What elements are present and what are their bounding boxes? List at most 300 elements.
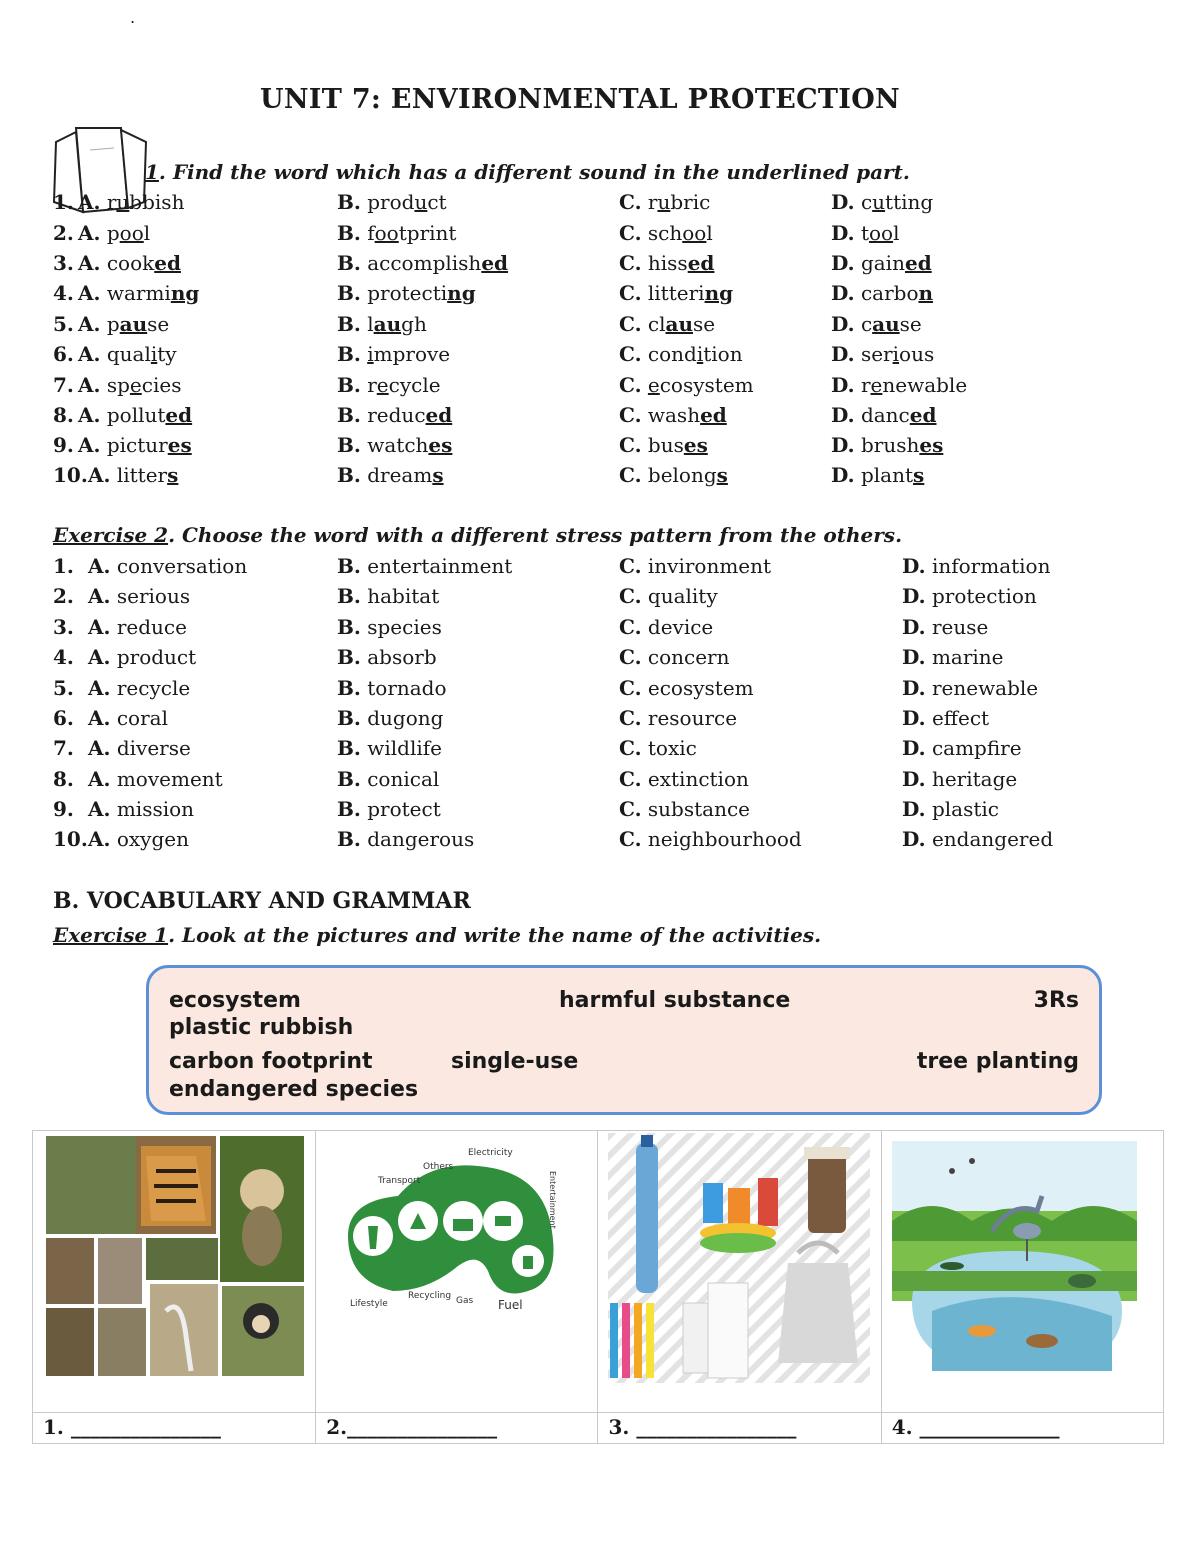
vocab-exercise-instruction: . Look at the pictures and write the name of the activities. <box>168 923 822 947</box>
option-b[interactable] <box>337 433 452 457</box>
option-d[interactable] <box>902 797 999 821</box>
underlined-part: ed <box>154 251 181 275</box>
option-letter: D. <box>902 615 926 639</box>
option-a[interactable] <box>88 827 189 851</box>
option-letter: D. <box>831 251 855 275</box>
option-a[interactable] <box>88 645 196 669</box>
option-word: invironment <box>647 554 772 578</box>
answer-blank[interactable]: 4. ______________ <box>891 1415 1060 1439</box>
question-number: 9. <box>53 797 74 821</box>
option-letter: A. <box>78 221 101 245</box>
option-b[interactable] <box>337 251 508 275</box>
option-c[interactable] <box>619 827 802 851</box>
option-letter: B. <box>337 615 361 639</box>
question-number: 3. <box>53 615 74 639</box>
underlined-part: oo <box>119 221 144 245</box>
word-part: cosystem <box>659 373 754 397</box>
option-letter: A. <box>78 251 101 275</box>
option-d[interactable] <box>831 221 900 245</box>
footprint-word: Recycling <box>408 1291 452 1301</box>
word-part: pictur <box>106 433 168 457</box>
word-part: sch <box>647 221 683 245</box>
option-b[interactable] <box>337 554 512 578</box>
option-d[interactable] <box>902 706 989 730</box>
option-b[interactable] <box>337 767 439 791</box>
underlined-part: u <box>657 190 671 214</box>
option-letter: B. <box>337 767 361 791</box>
option-b[interactable] <box>337 676 447 700</box>
option-c[interactable] <box>619 251 714 275</box>
option-letter: B. <box>337 433 361 457</box>
option-b[interactable] <box>337 190 447 214</box>
underlined-part: ed <box>700 403 727 427</box>
option-d[interactable] <box>902 676 1038 700</box>
option-letter: A. <box>88 676 111 700</box>
option-c[interactable] <box>619 767 749 791</box>
option-letter: B. <box>337 584 361 608</box>
option-a[interactable] <box>78 433 192 457</box>
option-letter: B. <box>337 251 361 275</box>
word-part: cycle <box>388 373 441 397</box>
option-letter: C. <box>619 736 642 760</box>
word-part: gain <box>860 251 905 275</box>
vocab-exercise-heading <box>53 923 821 947</box>
footprint-word: Gas <box>456 1296 474 1306</box>
question-number: 10. <box>53 463 88 487</box>
option-d[interactable] <box>831 312 922 336</box>
option-b[interactable] <box>337 403 452 427</box>
option-word: reuse <box>931 615 989 639</box>
question-number: 3. <box>53 251 74 275</box>
option-word: extinction <box>647 767 749 791</box>
option-word: information <box>931 554 1051 578</box>
word-part: belong <box>647 463 717 487</box>
option-letter: D. <box>831 403 855 427</box>
option-word: recycle <box>116 676 191 700</box>
word-part: reduc <box>367 403 426 427</box>
underlined-part: n <box>918 281 934 305</box>
footprint-word: Electricity <box>468 1148 513 1158</box>
option-letter: D. <box>902 736 926 760</box>
underlined-part: ng <box>447 281 476 305</box>
word-part: l <box>893 221 900 245</box>
option-letter: C. <box>619 221 642 245</box>
option-letter: B. <box>337 736 361 760</box>
option-b[interactable] <box>337 645 437 669</box>
option-word: tornado <box>367 676 447 700</box>
option-c[interactable] <box>619 342 743 366</box>
option-a[interactable] <box>78 190 184 214</box>
option-c[interactable] <box>619 706 737 730</box>
answer-cell[interactable] <box>881 1413 1163 1444</box>
option-letter: A. <box>78 373 101 397</box>
underlined-part: ed <box>687 251 715 275</box>
option-letter: B. <box>337 281 361 305</box>
option-b[interactable] <box>337 615 442 639</box>
option-c[interactable] <box>619 373 754 397</box>
question-number: 5. <box>53 312 74 336</box>
option-letter: A. <box>78 190 101 214</box>
word-part: mprove <box>373 342 451 366</box>
option-letter: B. <box>337 706 361 730</box>
option-word: dangerous <box>367 827 475 851</box>
word-part: se <box>147 312 170 336</box>
option-letter: B. <box>337 797 361 821</box>
word-part: dream <box>367 463 433 487</box>
option-a[interactable] <box>88 797 194 821</box>
option-word: device <box>647 615 714 639</box>
option-word: campfire <box>931 736 1022 760</box>
underlined-part: au <box>872 312 900 336</box>
word-part: cook <box>106 251 155 275</box>
option-letter: D. <box>831 342 855 366</box>
option-letter: B. <box>337 190 361 214</box>
underlined-part: i <box>150 342 158 366</box>
option-d[interactable] <box>902 645 1004 669</box>
underlined-part: e <box>647 373 660 397</box>
option-word: marine <box>931 645 1004 669</box>
answer-cell[interactable] <box>316 1413 598 1444</box>
answer-blank[interactable]: 3. ________________ <box>608 1415 797 1439</box>
question-number: 1. <box>53 554 74 578</box>
option-letter: C. <box>619 373 642 397</box>
word-part: r <box>647 190 658 214</box>
option-letter: B. <box>337 403 361 427</box>
option-word: species <box>367 615 442 639</box>
word-part: tion <box>703 342 743 366</box>
option-letter: B. <box>337 554 361 578</box>
option-d[interactable] <box>831 463 924 487</box>
word-part: warmi <box>106 281 171 305</box>
option-letter: C. <box>619 312 642 336</box>
question-number: 6. <box>53 706 74 730</box>
option-b[interactable] <box>337 373 441 397</box>
option-letter: A. <box>78 342 101 366</box>
option-a[interactable] <box>88 463 178 487</box>
option-c[interactable] <box>619 584 718 608</box>
word-box-item: carbon footprint <box>169 1049 373 1074</box>
option-a[interactable] <box>88 584 190 608</box>
option-letter: A. <box>88 797 111 821</box>
option-letter: A. <box>78 403 101 427</box>
option-letter: C. <box>619 827 642 851</box>
option-d[interactable] <box>831 433 943 457</box>
word-part: p <box>106 312 120 336</box>
option-letter: C. <box>619 706 642 730</box>
option-c[interactable] <box>619 433 708 457</box>
word-part: c <box>860 190 873 214</box>
word-box-item: endangered species <box>169 1077 419 1102</box>
option-letter: C. <box>619 342 642 366</box>
word-part: bric <box>670 190 711 214</box>
underlined-part: oo <box>682 221 707 245</box>
question-number: 4. <box>53 281 74 305</box>
vocab-exercise-label: Exercise 1 <box>53 923 169 947</box>
exercise-1-row <box>0 281 1200 311</box>
option-c[interactable] <box>619 281 733 305</box>
option-letter: C. <box>619 797 642 821</box>
option-word: ecosystem <box>647 676 754 700</box>
option-word: product <box>116 645 197 669</box>
option-a[interactable] <box>78 403 192 427</box>
option-a[interactable] <box>88 706 168 730</box>
exercise-2-row <box>0 615 1200 645</box>
exercise-2-row <box>0 676 1200 706</box>
answer-cell[interactable] <box>598 1413 881 1444</box>
option-b[interactable] <box>337 312 427 336</box>
question-number: 7. <box>53 373 74 397</box>
option-b[interactable] <box>337 797 441 821</box>
exercise-1-row <box>0 373 1200 403</box>
option-letter: C. <box>619 584 642 608</box>
option-letter: D. <box>831 433 855 457</box>
word-part: tprint <box>398 221 457 245</box>
word-box-item: 3Rs <box>1033 988 1079 1013</box>
question-number: 1. <box>53 190 74 214</box>
underlined-part: u <box>872 190 886 214</box>
underlined-part: e <box>870 373 883 397</box>
question-number: 10. <box>53 827 88 851</box>
question-number: 6. <box>53 342 74 366</box>
word-part: bus <box>647 433 684 457</box>
option-d[interactable] <box>831 190 933 214</box>
option-word: dugong <box>367 706 444 730</box>
option-a[interactable] <box>88 615 187 639</box>
answer-blank[interactable]: 1. _______________ <box>43 1415 221 1439</box>
option-c[interactable] <box>619 312 715 336</box>
underlined-part: es <box>167 433 192 457</box>
section-vocabulary-title: B. VOCABULARY AND GRAMMAR <box>53 888 471 914</box>
option-a[interactable] <box>78 342 177 366</box>
option-letter: D. <box>831 190 855 214</box>
page-title: UNIT 7: ENVIRONMENTAL PROTECTION <box>259 84 900 115</box>
exercise-1-row <box>0 312 1200 342</box>
word-part: pollut <box>106 403 166 427</box>
carbon-footprint-image <box>338 1141 578 1311</box>
option-a[interactable] <box>88 676 190 700</box>
picture-cell <box>316 1131 598 1413</box>
word-box-item: plastic rubbish <box>169 1015 354 1040</box>
option-letter: A. <box>78 281 101 305</box>
option-c[interactable] <box>619 463 728 487</box>
option-a[interactable] <box>78 281 199 305</box>
option-d[interactable] <box>902 554 1050 578</box>
underlined-part: es <box>683 433 708 457</box>
underlined-part: oo <box>869 221 894 245</box>
underlined-part: es <box>919 433 944 457</box>
word-part: danc <box>860 403 910 427</box>
exercise-1-label: 1 <box>145 160 159 184</box>
option-word: coral <box>116 706 168 730</box>
question-number: 9. <box>53 433 74 457</box>
word-part: ser <box>860 342 893 366</box>
underlined-part: es <box>428 433 453 457</box>
underlined-part: au <box>665 312 693 336</box>
option-word: entertainment <box>367 554 513 578</box>
picture-cell <box>33 1131 316 1413</box>
option-word: mission <box>116 797 195 821</box>
word-part: protecti <box>367 281 448 305</box>
option-c[interactable] <box>619 403 727 427</box>
option-d[interactable] <box>902 584 1037 608</box>
word-part: sp <box>106 373 130 397</box>
question-number: 2. <box>53 221 74 245</box>
option-word: reduce <box>116 615 187 639</box>
option-letter: A. <box>78 312 101 336</box>
underlined-part: ed <box>165 403 193 427</box>
option-letter: B. <box>337 463 361 487</box>
exercise-2-row <box>0 706 1200 736</box>
option-letter: A. <box>88 827 111 851</box>
underlined-part: ng <box>704 281 734 305</box>
word-part: newable <box>882 373 968 397</box>
option-d[interactable] <box>831 403 936 427</box>
option-c[interactable] <box>619 645 730 669</box>
underlined-part: ed <box>425 403 453 427</box>
option-word: absorb <box>367 645 437 669</box>
exercise-1-row <box>0 221 1200 251</box>
option-b[interactable] <box>337 827 474 851</box>
option-letter: B. <box>337 312 361 336</box>
option-letter: B. <box>337 827 361 851</box>
option-a[interactable] <box>78 373 181 397</box>
underlined-part: e <box>376 373 389 397</box>
option-a[interactable] <box>78 221 150 245</box>
option-letter: A. <box>88 767 111 791</box>
option-a[interactable] <box>78 251 181 275</box>
option-letter: D. <box>902 797 926 821</box>
option-b[interactable] <box>337 584 439 608</box>
option-d[interactable] <box>902 827 1053 851</box>
option-b[interactable] <box>337 281 476 305</box>
option-letter: B. <box>337 645 361 669</box>
word-part: f <box>367 221 375 245</box>
exercise-2-row <box>0 767 1200 797</box>
option-a[interactable] <box>78 312 169 336</box>
option-b[interactable] <box>337 736 442 760</box>
option-letter: A. <box>78 433 101 457</box>
option-word: protection <box>931 584 1037 608</box>
option-a[interactable] <box>88 554 247 578</box>
question-number: 8. <box>53 403 74 427</box>
option-letter: A. <box>88 645 111 669</box>
option-c[interactable] <box>619 736 697 760</box>
option-letter: C. <box>619 433 642 457</box>
word-part: plant <box>860 463 913 487</box>
option-letter: A. <box>88 554 111 578</box>
option-b[interactable] <box>337 342 450 366</box>
option-word: renewable <box>931 676 1039 700</box>
footprint-word: Lifestyle <box>350 1299 389 1309</box>
word-part: bbish <box>129 190 185 214</box>
word-part: litteri <box>647 281 705 305</box>
option-letter: D. <box>831 463 855 487</box>
option-letter: B. <box>337 676 361 700</box>
single-use-plastic-image <box>608 1133 870 1383</box>
question-number: 5. <box>53 676 74 700</box>
option-c[interactable] <box>619 676 754 700</box>
word-part: tting <box>885 190 934 214</box>
exercise-1-row <box>0 190 1200 220</box>
option-letter: A. <box>88 463 111 487</box>
option-d[interactable] <box>831 251 932 275</box>
footprint-word: Entertainment <box>548 1171 558 1229</box>
option-letter: D. <box>902 767 926 791</box>
word-part: ct <box>427 190 447 214</box>
option-c[interactable] <box>619 221 713 245</box>
underlined-part: s <box>432 463 444 487</box>
option-a[interactable] <box>88 736 191 760</box>
option-letter: D. <box>831 221 855 245</box>
underlined-part: i <box>367 342 374 366</box>
option-d[interactable] <box>902 767 1017 791</box>
answer-blank[interactable]: 2._______________ <box>326 1415 498 1439</box>
word-part: se <box>899 312 922 336</box>
option-b[interactable] <box>337 463 444 487</box>
option-d[interactable] <box>902 736 1022 760</box>
word-part: litter <box>116 463 168 487</box>
option-word: oxygen <box>116 827 189 851</box>
footprint-word: Transport <box>378 1176 421 1186</box>
underlined-part: ed <box>904 251 932 275</box>
option-d[interactable] <box>902 615 988 639</box>
word-part: se <box>693 312 716 336</box>
word-part: watch <box>367 433 429 457</box>
underlined-part: s <box>167 463 179 487</box>
question-number: 7. <box>53 736 74 760</box>
word-part: r <box>367 373 377 397</box>
answer-cell[interactable] <box>33 1413 316 1444</box>
word-part: ous <box>899 342 935 366</box>
option-c[interactable] <box>619 797 750 821</box>
option-a[interactable] <box>88 767 223 791</box>
picture-grid <box>32 1130 1164 1444</box>
word-part: ty <box>157 342 177 366</box>
word-part: cl <box>647 312 666 336</box>
word-part: l <box>143 221 151 245</box>
exercise-1-heading <box>145 160 910 184</box>
word-part: carbo <box>860 281 919 305</box>
exercise-2-row <box>0 645 1200 675</box>
exercise-2-label: Exercise 2 <box>53 523 169 547</box>
exercise-1-row <box>0 403 1200 433</box>
exercise-2-row <box>0 736 1200 766</box>
underlined-part: i <box>696 342 704 366</box>
option-d[interactable] <box>831 281 933 305</box>
option-b[interactable] <box>337 221 456 245</box>
word-box-item: tree planting <box>916 1049 1079 1074</box>
option-d[interactable] <box>831 373 967 397</box>
option-word: conical <box>367 767 440 791</box>
option-c[interactable] <box>619 615 713 639</box>
endangered-species-image <box>46 1136 304 1376</box>
option-c[interactable] <box>619 190 710 214</box>
option-d[interactable] <box>831 342 934 366</box>
option-b[interactable] <box>337 706 443 730</box>
option-letter: D. <box>902 584 926 608</box>
option-letter: D. <box>831 373 855 397</box>
underlined-part: ng <box>170 281 200 305</box>
exercise-2-row <box>0 554 1200 584</box>
option-letter: D. <box>831 281 855 305</box>
picture-cell <box>598 1131 881 1413</box>
option-letter: C. <box>619 190 642 214</box>
underlined-part: u <box>116 190 130 214</box>
underlined-part: s <box>716 463 728 487</box>
exercise-1-instruction: . Find the word which has a different sound in the underlined part. <box>158 160 910 184</box>
option-c[interactable] <box>619 554 771 578</box>
word-part: cond <box>647 342 697 366</box>
